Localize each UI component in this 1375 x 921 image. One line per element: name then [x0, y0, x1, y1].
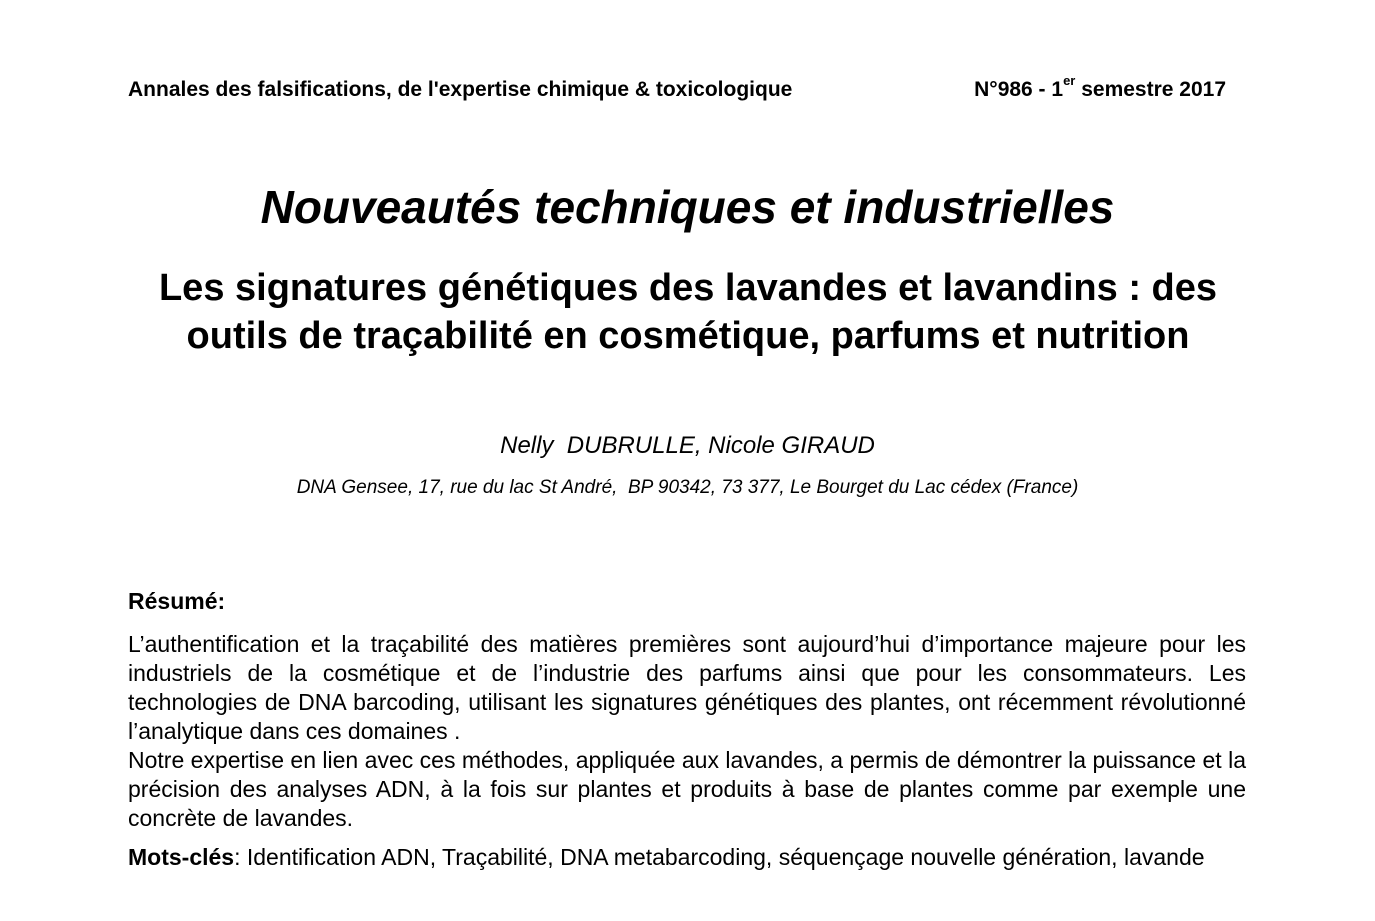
- keywords-text: : Identification ADN, Traçabilité, DNA metabarcoding, séquençage nouvelle génération, lavande: [234, 844, 1205, 870]
- issue-number: [974, 73, 1226, 102]
- issue-prefix: N°986 - 1: [974, 78, 1064, 101]
- affiliation: DNA Gensee, 17, rue du lac St André, BP 90342, 73 377, Le Bourget du Lac cédex (France): [296, 477, 1079, 498]
- article-title: Les signatures génétiques des lavandes et lavandins : des outils de traçabilité en cosmétique, parfums et nutrition: [158, 267, 1218, 357]
- abstract-body: [128, 630, 1246, 833]
- issue-suffix: semestre 2017: [1075, 78, 1226, 101]
- issue-superscript: er: [1063, 73, 1076, 88]
- section-title: Nouveautés techniques et industrielles: [260, 181, 1115, 233]
- keywords-label: Mots-clés: [128, 844, 235, 870]
- journal-header: [128, 73, 1226, 108]
- keywords: [128, 843, 1246, 872]
- journal-name: Annales des falsifications, de l'expertise chimique & toxicologique: [128, 78, 793, 101]
- abstract-paragraph: Notre expertise en lien avec ces méthodes, appliquée aux lavandes, a permis de démontrer la puissance et la précision des analyses ADN, à la fois sur plantes et produits à base de plantes comme par exemple une concrète de lavandes.: [128, 747, 1246, 831]
- authors: Nelly DUBRULLE, Nicole GIRAUD: [500, 432, 875, 459]
- abstract-heading: Résumé:: [128, 588, 226, 614]
- abstract-paragraph: L’authentification et la traçabilité des matières premières sont aujourd’hui d’importance majeure pour les industriels de la cosmétique et de l’industrie des parfums ainsi que pour les consommateurs. Les technologies de DNA barcoding, utilisant les signatures génétiques des plantes, ont récemment révolutionné l’analytique dans ces domaines .: [128, 631, 1246, 744]
